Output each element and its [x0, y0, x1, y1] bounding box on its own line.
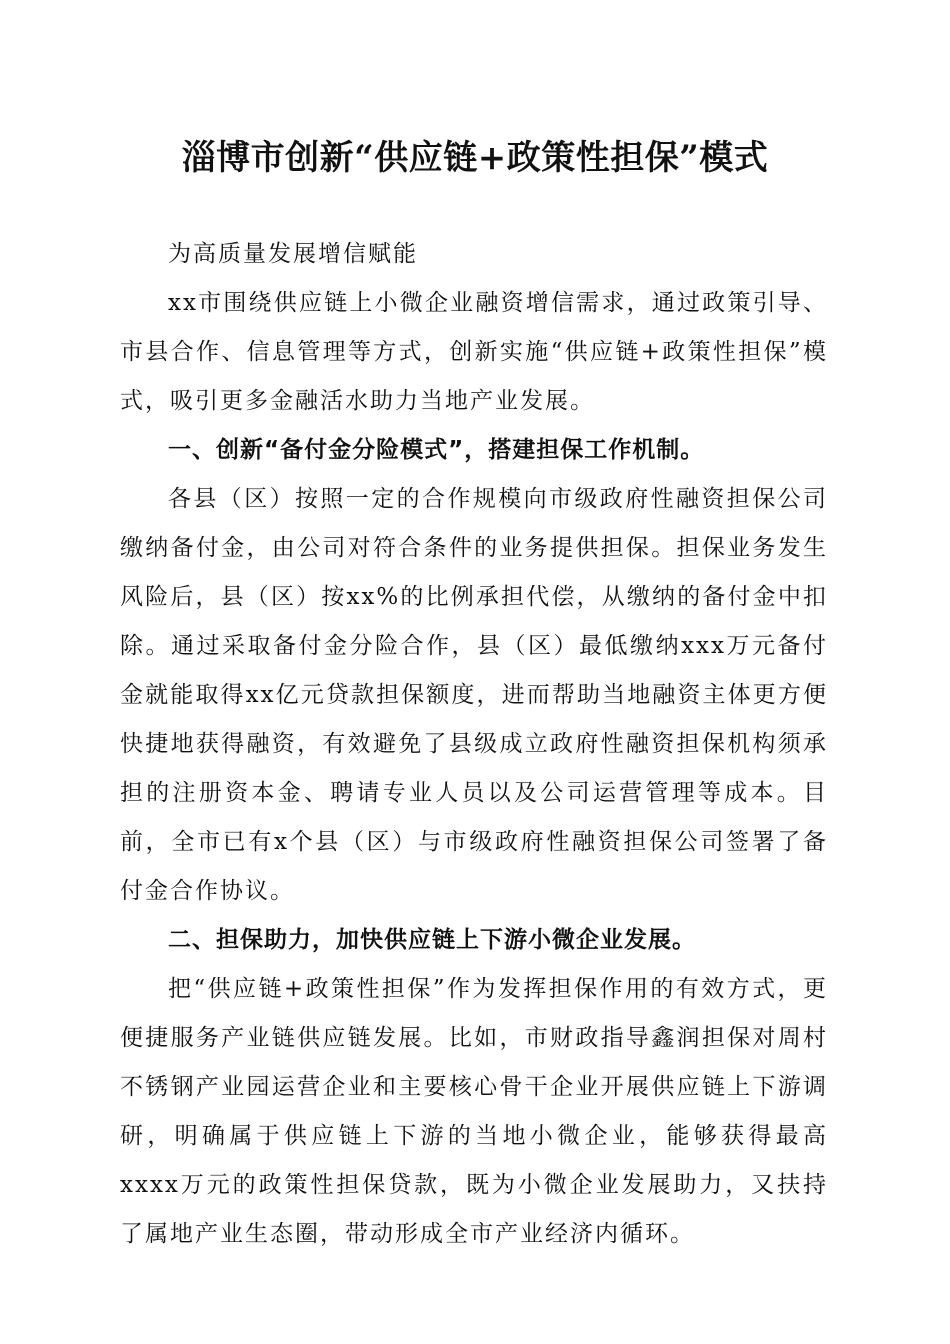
- document-body: [120, 230, 828, 1259]
- section-heading-1: 一、创新“备付金分险模式”，搭建担保工作机制。: [168, 437, 705, 463]
- document-title: 淄博市创新“供应链+政策性担保”模式: [181, 138, 769, 178]
- subtitle-paragraph: 为高质量发展增信赋能: [168, 241, 418, 267]
- section-2-paragraph: 把“供应链+政策性担保”作为发挥担保作用的有效方式，更便捷服务产业链供应链发展。比如，市财政指导鑫润担保对周村不锈钢产业园运营企业和主要核心骨干企业开展供应链上下游调研，明确属于供应链上下游的当地小微企业，能够获得最高xxxx万元的政策性担保贷款，既为小微企业发展助力，又扶持了属地产业生态圈，带动形成全市产业经济内循环。: [120, 976, 828, 1247]
- intro-paragraph: xx市围绕供应链上小微企业融资增信需求，通过政策引导、市县合作、信息管理等方式，创新实施“供应链+政策性担保”模式，吸引更多金融活水助力当地产业发展。: [120, 290, 828, 414]
- section-1-paragraph: 各县（区）按照一定的合作规模向市级政府性融资担保公司缴纳备付金，由公司对符合条件的业务提供担保。担保业务发生风险后，县（区）按xx%的比例承担代偿，从缴纳的备付金中扣除。通过采取备付金分险合作，县（区）最低缴纳xxx万元备付金就能取得xx亿元贷款担保额度，进而帮助当地融资主体更方便快捷地获得融资，有效避免了县级成立政府性融资担保机构须承担的注册资本金、聘请专业人员以及公司运营管理等成本。目前，全市已有x个县（区）与市级政府性融资担保公司签署了备付金合作协议。: [120, 486, 828, 904]
- section-heading-2: 二、担保助力，加快供应链上下游小微企业发展。: [168, 927, 696, 953]
